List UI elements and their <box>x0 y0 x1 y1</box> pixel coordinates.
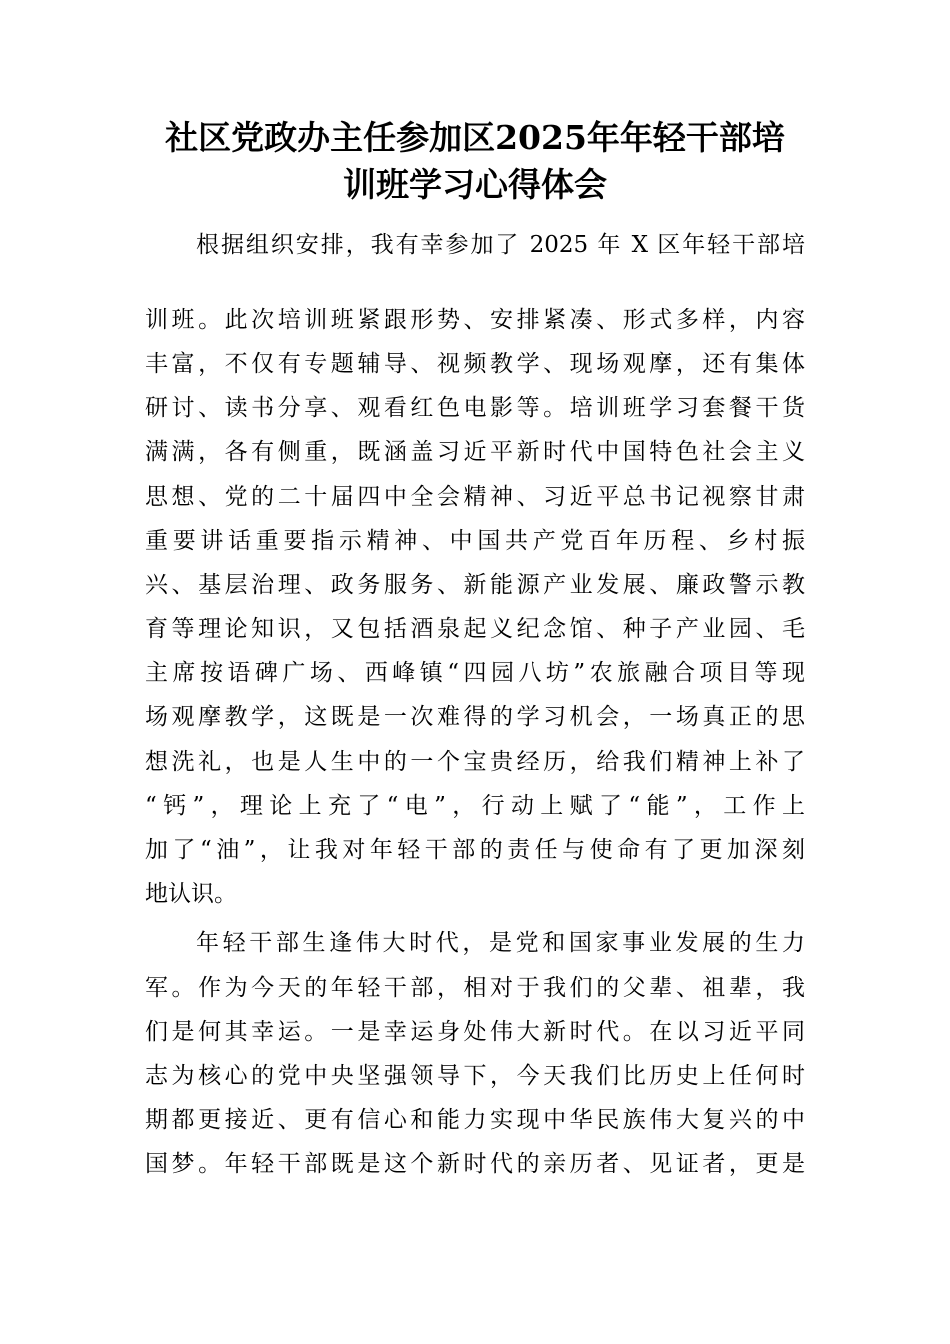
paragraph-line: 思想、党的二十届四中全会精神、习近平总书记视察甘肃 <box>145 484 805 510</box>
paragraph-line: 地认识。 <box>145 881 237 907</box>
paragraph-line: 场观摩教学，这既是一次难得的学习机会，一场真正的思 <box>145 704 805 730</box>
document-title-line-2: 训班学习心得体会 <box>343 165 607 204</box>
paragraph-line: 想洗礼，也是人生中的一个宝贵经历，给我们精神上补了 <box>145 749 805 775</box>
paragraph-line: 重要讲话重要指示精神、中国共产党百年历程、乡村振 <box>145 528 805 554</box>
paragraph-line: 志为核心的党中央坚强领导下，今天我们比历史上任何时 <box>145 1063 805 1089</box>
paragraph-line: 军。作为今天的年轻干部，相对于我们的父辈、祖辈，我 <box>145 975 805 1001</box>
paragraph-line: 丰富，不仅有专题辅导、视频教学、现场观摩，还有集体 <box>145 351 805 377</box>
paragraph-line: 们是何其幸运。一是幸运身处伟大新时代。在以习近平同 <box>145 1019 805 1045</box>
paragraph-line: 根据组织安排，我有幸参加了 2025 年 X 区年轻干部培 <box>196 232 805 258</box>
paragraph-line: 训班。此次培训班紧跟形势、安排紧凑、形式多样，内容 <box>145 307 805 333</box>
paragraph-line: “钙”，理论上充了“电”，行动上赋了“能”，工作上 <box>145 793 805 819</box>
paragraph-line: 国梦。年轻干部既是这个新时代的亲历者、见证者，更是 <box>145 1151 805 1177</box>
paragraph-line: 加了“油”，让我对年轻干部的责任与使命有了更加深刻 <box>145 837 805 863</box>
paragraph-line: 满满，各有侧重，既涵盖习近平新时代中国特色社会主义 <box>145 439 805 465</box>
paragraph-line: 期都更接近、更有信心和能力实现中华民族伟大复兴的中 <box>145 1107 805 1133</box>
document-title-line-1: 社区党政办主任参加区2025年年轻干部培 <box>165 118 785 157</box>
paragraph-line: 育等理论知识，又包括酒泉起义纪念馆、种子产业园、毛 <box>145 616 805 642</box>
paragraph-line: 研讨、读书分享、观看红色电影等。培训班学习套餐干货 <box>145 395 805 421</box>
paragraph-line: 兴、基层治理、政务服务、新能源产业发展、廉政警示教 <box>145 572 805 598</box>
paragraph-line: 主席按语碑广场、西峰镇“四园八坊”农旅融合项目等现 <box>145 660 805 686</box>
paragraph-line: 年轻干部生逢伟大时代，是党和国家事业发展的生力 <box>196 930 805 956</box>
